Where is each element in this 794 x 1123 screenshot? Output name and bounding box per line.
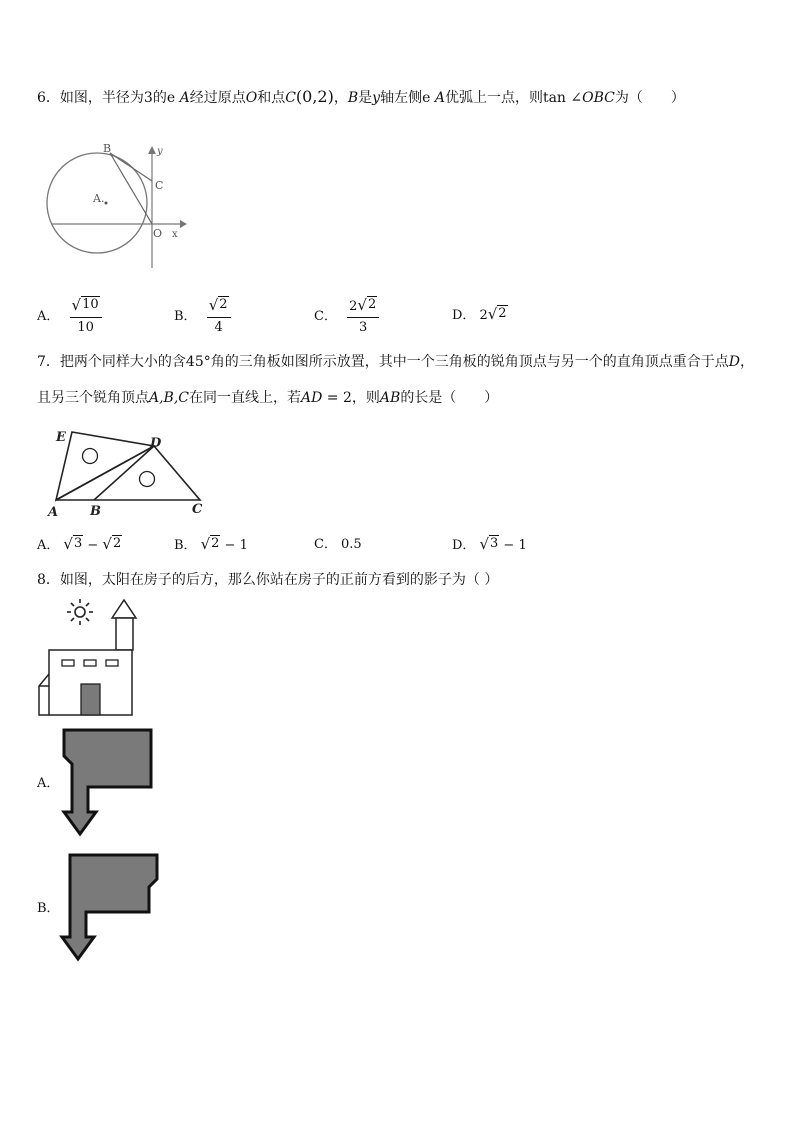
question-6-stem: 6．如图，半径为3的e A经过原点O和点C(0,2)，B是y轴左侧e A优弧上一点，则tan ∠OBC为（ ） xyxy=(37,87,685,106)
q7-triangles-figure xyxy=(44,424,214,520)
label-b: B xyxy=(90,504,101,519)
hole-right xyxy=(140,472,155,487)
q8-house-figure xyxy=(36,596,146,718)
q6-option-a[interactable]: A． √ 10 10 xyxy=(37,296,102,337)
triangle-adc xyxy=(56,446,200,500)
q7-option-a[interactable]: A． √ 3 − √ 2 xyxy=(37,535,122,553)
window xyxy=(62,660,74,666)
window xyxy=(84,660,96,666)
q8-option-a[interactable]: A． xyxy=(37,776,60,791)
label-a: A. xyxy=(93,192,105,205)
x-axis-arrow xyxy=(180,220,187,228)
q6-circle-figure xyxy=(40,140,190,275)
label-b: B xyxy=(103,142,112,155)
segment-bo xyxy=(110,153,152,224)
label-o: O xyxy=(153,227,163,240)
segment-bd xyxy=(94,446,154,500)
y-axis-arrow xyxy=(148,146,156,154)
question-7-stem-line1: 7．把两个同样大小的含45°角的三角板如图所示放置，其中一个三角板的锐角顶点与另一个的直角顶点重合于点D， xyxy=(37,354,754,370)
q6-option-d[interactable]: D． 2 √ 2 xyxy=(452,305,507,323)
question-7-stem-line2: 且另三个锐角顶点A,B,C在同一直线上，若AD = 2，则AB的长是（ ） xyxy=(37,390,499,406)
label-d: D xyxy=(150,436,162,451)
q6-option-b[interactable]: B． √ 2 4 xyxy=(174,296,231,337)
q7-option-b[interactable]: B． √ 2 − 1 xyxy=(174,535,248,553)
label-y: y xyxy=(157,146,163,157)
q8-option-b-shadow[interactable] xyxy=(58,851,163,963)
center-point xyxy=(105,202,108,205)
shadow-shape-a xyxy=(64,730,151,834)
label-c: C xyxy=(192,502,203,517)
label-c: C xyxy=(155,179,164,192)
q8-option-b[interactable]: B． xyxy=(37,901,60,916)
door xyxy=(81,684,100,715)
house-side xyxy=(39,674,49,715)
q6-option-c[interactable]: C． 2 √ 2 3 xyxy=(314,296,379,337)
label-e: E xyxy=(56,430,66,445)
q7-option-d[interactable]: D． √ 3 − 1 xyxy=(452,535,527,553)
tower xyxy=(116,618,133,650)
q8-option-a-shadow[interactable] xyxy=(58,726,158,838)
sun-icon xyxy=(67,599,93,625)
question-number: 7． xyxy=(37,354,60,370)
q7-option-c[interactable]: C． 0.5 xyxy=(314,537,362,552)
question-number: 8． xyxy=(37,572,60,588)
question-number: 6． xyxy=(37,90,60,106)
label-a: A xyxy=(48,505,59,520)
tower-roof xyxy=(112,600,136,618)
question-8-stem: 8．如图，太阳在房子的后方，那么你站在房子的正前方看到的影子为（ ） xyxy=(37,572,499,588)
shadow-shape-b xyxy=(62,855,157,959)
window xyxy=(106,660,118,666)
segment-bc xyxy=(110,153,152,181)
hole-left xyxy=(83,449,98,464)
label-x: x xyxy=(172,229,178,240)
